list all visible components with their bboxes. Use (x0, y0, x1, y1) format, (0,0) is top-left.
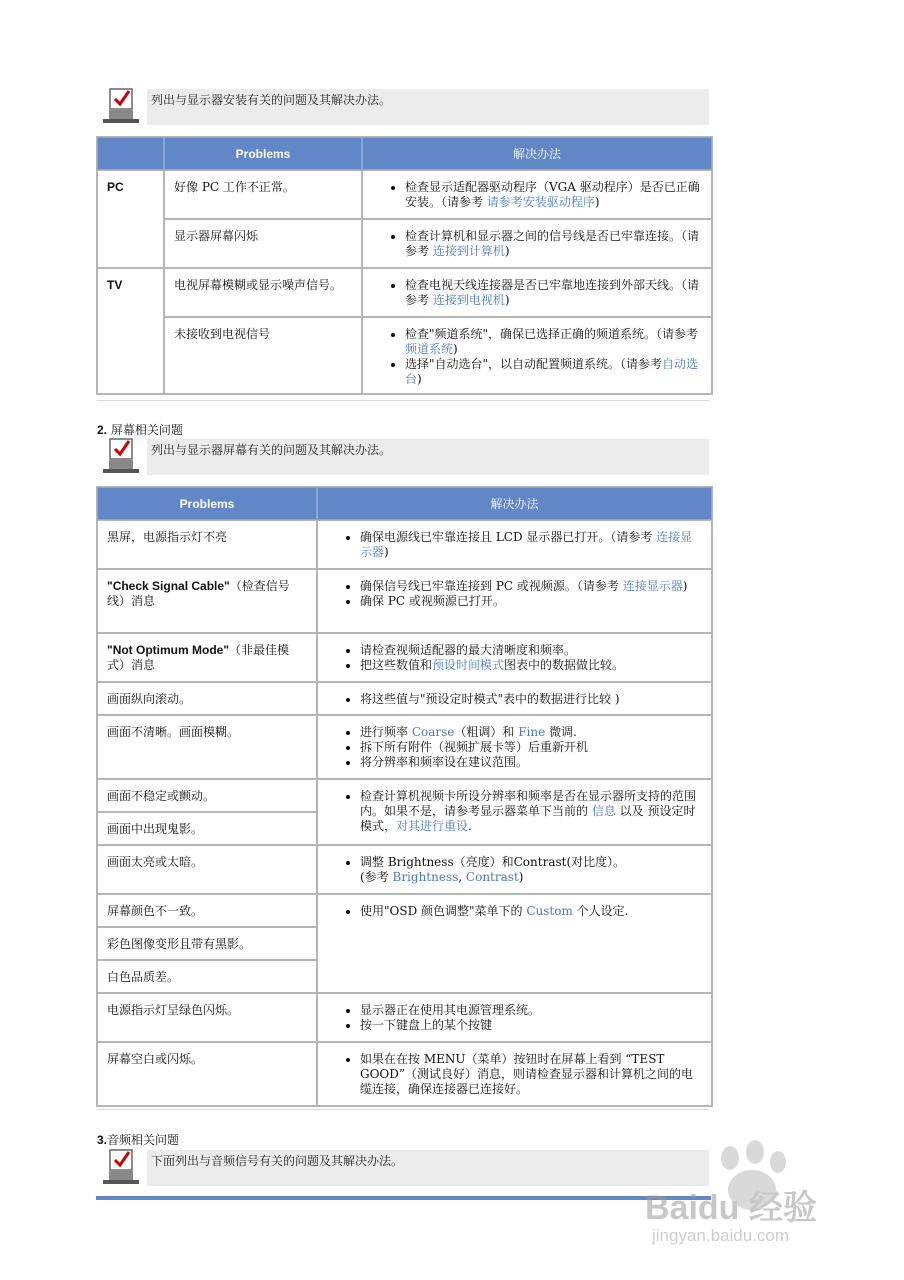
solution-cell: • 检查显示适配器驱动程序（VGA 驱动程序）是否已正确安装。（请参考 请参考安装驱动程序) (362, 170, 712, 219)
header-solution: 解决办法 (317, 487, 712, 520)
problem-cell: 好像 PC 工作不正常。 (164, 170, 362, 219)
solution-cell: • 将这些值与"预设定时模式"表中的数据进行比较 ) (317, 682, 712, 715)
table-row (97, 219, 712, 268)
section-title-screen: 2. 屏幕相关问题 (97, 423, 183, 437)
note-text: 列出与显示器安装有关的问题及其解决办法。 (151, 93, 392, 107)
section-title-audio: 3.音频相关问题 (97, 1133, 180, 1147)
link-install-driver[interactable]: 请参考安装驱动程序 (486, 195, 595, 209)
link-auto-tune[interactable]: 自动选台 (405, 357, 699, 386)
problem-cell: "Not Optimum Mode"（非最佳模式）消息 (97, 633, 317, 682)
table-row (97, 520, 712, 569)
problem-cell: 画面不稳定或颤动。 (97, 779, 317, 812)
divider (97, 1109, 709, 1110)
header-blank (97, 137, 164, 170)
header-solution: 解决办法 (362, 137, 712, 170)
problem-cell: 屏幕空白或闪烁。 (97, 1042, 317, 1106)
link-connect-monitor[interactable]: 连接显示器 (622, 579, 683, 593)
solution-cell: • 检查"频道系统"，确保已选择正确的频道系统。（请参考 频道系统) • 选择"自动选台"，以自动配置频道系统。（请参考自动选台) (362, 317, 712, 394)
screen-problems-table (96, 486, 713, 1107)
link-preset-timing[interactable]: 预设时间模式 (432, 658, 505, 672)
link-connect-computer[interactable]: 连接到计算机 (432, 244, 505, 258)
solution-cell: • 调整 Brightness（亮度）和Contrast(对比度）。 (参考 Brightness, Contrast) (317, 845, 712, 894)
link-info[interactable]: 信息 (591, 804, 616, 818)
link-connect-monitor[interactable]: 连接显示器 (360, 530, 693, 559)
table-row (97, 1042, 712, 1106)
solution-cell: • 显示器正在使用其电源管理系统。 • 按一下键盘上的某个按键 (317, 993, 712, 1042)
note-text: 下面列出与音频信号有关的问题及其解决办法。 (151, 1154, 404, 1168)
solution-cell: • 检查计算机和显示器之间的信号线是否已牢靠连接。（请参考 连接到计算机) (362, 219, 712, 268)
solution-cell: • 确保信号线已牢靠连接到 PC 或视频源。（请参考 连接显示器) • 确保 PC 或视频源已打开。 (317, 569, 712, 633)
problem-cell: 画面纵向滚动。 (97, 682, 317, 715)
problem-cell: 白色品质差。 (97, 960, 317, 993)
solution-cell: • 使用"OSD 颜色调整"菜单下的 Custom 个人设定. (317, 894, 712, 993)
table-row (97, 894, 712, 927)
table-row (97, 993, 712, 1042)
problem-cell: 画面中出现鬼影。 (97, 812, 317, 845)
link-fine[interactable]: Fine (518, 725, 546, 739)
link-reset[interactable]: 对其进行重设 (396, 819, 469, 833)
table-header-row (97, 137, 712, 170)
install-problems-table (96, 136, 713, 395)
category-pc: PC (97, 170, 164, 268)
audio-table-header-edge (96, 1196, 711, 1200)
watermark-brand: Baidu 经验 (645, 1189, 817, 1227)
table-row (97, 170, 712, 219)
link-channel-system[interactable]: 频道系统 (405, 342, 454, 356)
table-header-row (97, 487, 712, 520)
table-row (97, 268, 712, 317)
header-problems: Problems (164, 137, 362, 170)
category-tv: TV (97, 268, 164, 394)
baidu-watermark (640, 1138, 860, 1268)
problem-cell: "Check Signal Cable"（检查信号线）消息 (97, 569, 317, 633)
table-row (97, 845, 712, 894)
table-row (97, 682, 712, 715)
solution-cell: • 进行频率 Coarse（粗调）和 Fine 微调. • 拆下所有附件（视频扩展卡等）后重新开机 • 将分辨率和频率设在建议范围。 (317, 715, 712, 779)
solution-cell: • 如果在在按 MENU（菜单）按钮时在屏幕上看到 “TEST GOOD”（测试良好）消息，则请检查显示器和计算机之间的电缆连接，确保连接器已连接好。 (317, 1042, 712, 1106)
link-contrast[interactable]: Contrast (465, 870, 519, 884)
problem-cell: 画面不清晰。画面模糊。 (97, 715, 317, 779)
header-problems: Problems (97, 487, 317, 520)
problem-cell: 彩色图像变形且带有黑影。 (97, 927, 317, 960)
table-row (97, 633, 712, 682)
link-custom[interactable]: Custom (526, 904, 573, 918)
problem-cell: 未接收到电视信号 (164, 317, 362, 394)
watermark-url: jingyan.baidu.com (652, 1226, 790, 1245)
link-connect-tv[interactable]: 连接到电视机 (432, 293, 505, 307)
note-text: 列出与显示器屏幕有关的问题及其解决办法。 (151, 443, 392, 457)
problem-cell: 屏幕颜色不一致。 (97, 894, 317, 927)
solution-cell: • 检查电视天线连接器是否已牢靠地连接到外部天线。（请参考 连接到电视机) (362, 268, 712, 317)
problem-cell: 画面太亮或太暗。 (97, 845, 317, 894)
problem-cell: 电视屏幕模糊或显示噪声信号。 (164, 268, 362, 317)
table-row (97, 779, 712, 812)
problem-cell: 黑屏，电源指示灯不亮 (97, 520, 317, 569)
table-row (97, 317, 712, 394)
checkmark-monitor-icon (100, 1149, 142, 1185)
table-row (97, 569, 712, 633)
table-row (97, 715, 712, 779)
link-coarse[interactable]: Coarse (411, 725, 455, 739)
problem-cell: 电源指示灯呈绿色闪烁。 (97, 993, 317, 1042)
divider (97, 400, 709, 401)
checkmark-monitor-icon (100, 438, 142, 474)
solution-cell: • 确保电源线已牢靠连接且 LCD 显示器已打开。（请参考 连接显示器) (317, 520, 712, 569)
solution-cell: • 请检查视频适配器的最大清晰度和频率。 • 把这些数值和预设时间模式图表中的数据做比较。 (317, 633, 712, 682)
problem-cell: 显示器屏幕闪烁 (164, 219, 362, 268)
link-brightness[interactable]: Brightness (392, 870, 459, 884)
solution-cell: • 检查计算机视频卡所设分辨率和频率是否在显示器所支持的范围内。如果不是，请参考显示器菜单下当前的 信息 以及 预设定时模式，对其进行重设. (317, 779, 712, 845)
checkmark-monitor-icon (100, 88, 142, 124)
